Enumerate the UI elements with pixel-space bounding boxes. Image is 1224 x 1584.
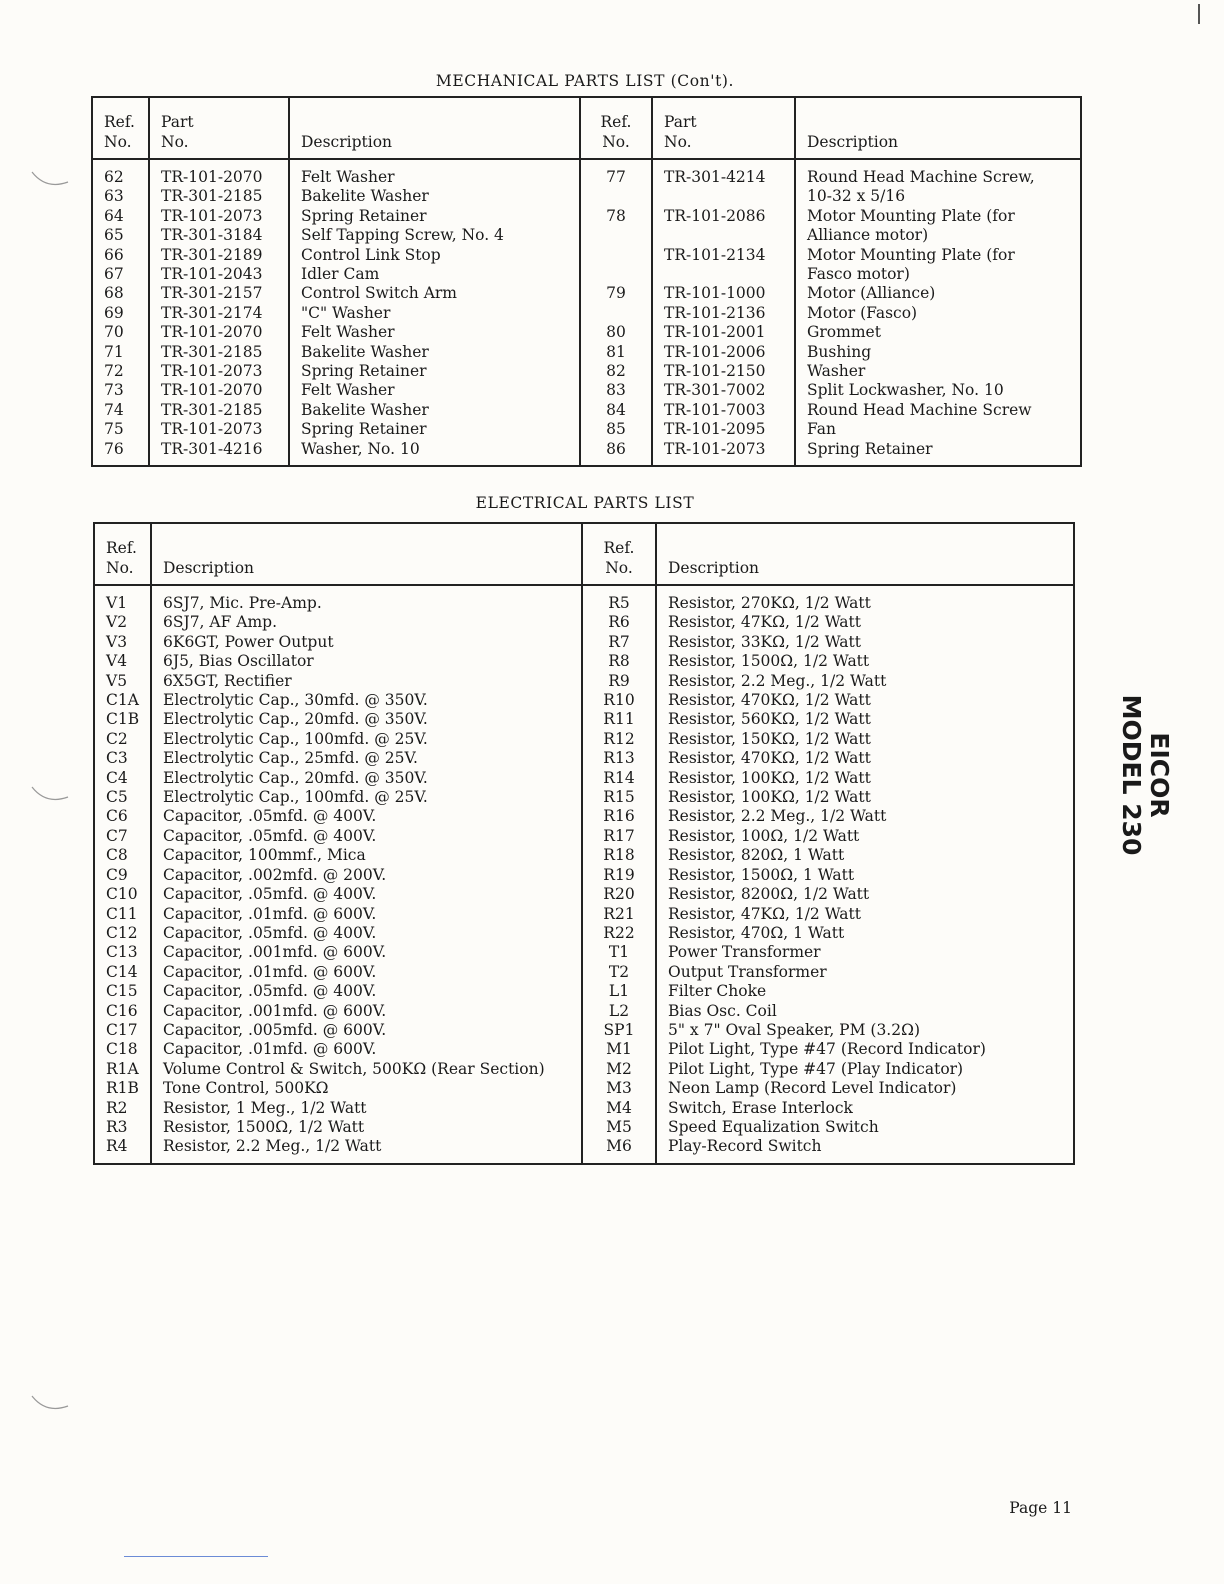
table-row	[94, 1002, 1074, 1021]
ref-no-cell: R10	[582, 691, 656, 710]
table-row	[94, 652, 1074, 671]
ref-no-cell: R1B	[94, 1079, 151, 1098]
description-cell: Capacitor, .002mfd. @ 200V.	[151, 866, 582, 885]
description-cell: 5" x 7" Oval Speaker, PM (3.2Ω)	[656, 1021, 1074, 1040]
ref-no-cell: 64	[92, 207, 149, 226]
table-row	[94, 788, 1074, 807]
header-part-no	[149, 97, 289, 159]
part-no-cell: TR-301-4214	[652, 159, 795, 187]
description-cell: Bakelite Washer	[289, 401, 580, 420]
mechanical-parts-title: MECHANICAL PARTS LIST (Con't).	[435, 72, 735, 90]
table-row	[92, 323, 1081, 342]
part-no-cell: TR-101-2073	[652, 440, 795, 466]
description-cell: Tone Control, 500KΩ	[151, 1079, 582, 1098]
ref-no-cell	[580, 246, 652, 265]
ref-no-cell: V5	[94, 672, 151, 691]
table-row	[92, 362, 1081, 381]
table-row	[94, 769, 1074, 788]
description-cell: Control Switch Arm	[289, 284, 580, 303]
ref-no-cell: C14	[94, 963, 151, 982]
table-row	[94, 1060, 1074, 1079]
electrical-parts-table	[93, 522, 1075, 1165]
part-no-cell	[652, 187, 795, 206]
table-row	[92, 265, 1081, 284]
part-no-cell: TR-301-2174	[149, 304, 289, 323]
description-cell: Resistor, 1500Ω, 1/2 Watt	[656, 652, 1074, 671]
description-cell: Control Link Stop	[289, 246, 580, 265]
ref-no-cell: 77	[580, 159, 652, 187]
ref-no-cell: M4	[582, 1099, 656, 1118]
table-row	[94, 982, 1074, 1001]
description-cell: Washer, No. 10	[289, 440, 580, 466]
table-row	[94, 1079, 1074, 1098]
table-row	[94, 1099, 1074, 1118]
description-cell: Motor Mounting Plate (for	[795, 246, 1081, 265]
header-part-no-2	[652, 97, 795, 159]
ref-no-cell: 74	[92, 401, 149, 420]
description-cell: Electrolytic Cap., 100mfd. @ 25V.	[151, 788, 582, 807]
ref-no-cell	[580, 187, 652, 206]
ref-no-cell: 69	[92, 304, 149, 323]
header-ref-no	[94, 523, 151, 585]
ref-no-cell: 70	[92, 323, 149, 342]
part-no-cell: TR-101-2136	[652, 304, 795, 323]
part-no-cell: TR-101-2006	[652, 343, 795, 362]
description-cell: Play-Record Switch	[656, 1137, 1074, 1163]
ref-no-cell: R7	[582, 633, 656, 652]
mechanical-parts-table	[91, 96, 1082, 467]
ref-no-cell: 80	[580, 323, 652, 342]
description-cell: Self Tapping Screw, No. 4	[289, 226, 580, 245]
ref-no-cell: 68	[92, 284, 149, 303]
ref-no-cell: 75	[92, 420, 149, 439]
ref-no-cell: C4	[94, 769, 151, 788]
ref-no-cell: 66	[92, 246, 149, 265]
description-cell: Bushing	[795, 343, 1081, 362]
description-cell: Resistor, 1500Ω, 1 Watt	[656, 866, 1074, 885]
table-row	[92, 246, 1081, 265]
top-edge-mark	[1198, 4, 1200, 24]
description-cell: Capacitor, .05mfd. @ 400V.	[151, 924, 582, 943]
page-number: Page 11	[1009, 1499, 1072, 1517]
description-cell: Neon Lamp (Record Level Indicator)	[656, 1079, 1074, 1098]
table-row	[94, 730, 1074, 749]
description-cell: Felt Washer	[289, 323, 580, 342]
header-description-label: Description	[163, 558, 255, 577]
side-label	[1105, 690, 1185, 860]
ref-no-cell: R6	[582, 613, 656, 632]
table-row	[92, 420, 1081, 439]
ref-no-cell: 76	[92, 440, 149, 466]
ref-no-cell	[580, 304, 652, 323]
ref-no-cell: M5	[582, 1118, 656, 1137]
ref-no-cell: 63	[92, 187, 149, 206]
table-row	[94, 1021, 1074, 1040]
description-cell: Volume Control & Switch, 500KΩ (Rear Section)	[151, 1060, 582, 1079]
ref-no-cell: M6	[582, 1137, 656, 1163]
ref-no-cell: C10	[94, 885, 151, 904]
part-no-cell: TR-101-7003	[652, 401, 795, 420]
description-cell: 6SJ7, Mic. Pre-Amp.	[151, 585, 582, 613]
part-no-cell: TR-101-2043	[149, 265, 289, 284]
ref-no-cell: C2	[94, 730, 151, 749]
part-no-cell: TR-101-2134	[652, 246, 795, 265]
header-ref-label-2: Ref. No.	[600, 113, 632, 151]
description-cell: Alliance motor)	[795, 226, 1081, 245]
description-cell: Motor (Alliance)	[795, 284, 1081, 303]
ref-no-cell: T1	[582, 943, 656, 962]
ref-no-cell: R21	[582, 905, 656, 924]
part-no-cell: TR-301-2189	[149, 246, 289, 265]
ref-no-cell: 72	[92, 362, 149, 381]
description-cell: Capacitor, .01mfd. @ 600V.	[151, 1040, 582, 1059]
table-row	[94, 963, 1074, 982]
table-row	[92, 401, 1081, 420]
description-cell: Resistor, 100Ω, 1/2 Watt	[656, 827, 1074, 846]
table-row	[94, 691, 1074, 710]
part-no-cell: TR-301-2157	[149, 284, 289, 303]
description-cell: Resistor, 470KΩ, 1/2 Watt	[656, 691, 1074, 710]
ref-no-cell: 81	[580, 343, 652, 362]
description-cell: 6J5, Bias Oscillator	[151, 652, 582, 671]
ref-no-cell: 62	[92, 159, 149, 187]
description-cell: Resistor, 47KΩ, 1/2 Watt	[656, 905, 1074, 924]
table-row	[92, 284, 1081, 303]
description-cell: Resistor, 470Ω, 1 Watt	[656, 924, 1074, 943]
description-cell: Spring Retainer	[289, 420, 580, 439]
table-row	[94, 846, 1074, 865]
electrical-parts-title: ELECTRICAL PARTS LIST	[475, 494, 695, 512]
table-row	[94, 827, 1074, 846]
description-cell: Bakelite Washer	[289, 343, 580, 362]
binder-hole-mark	[30, 170, 70, 190]
description-cell: Split Lockwasher, No. 10	[795, 381, 1081, 400]
description-cell: Resistor, 150KΩ, 1/2 Watt	[656, 730, 1074, 749]
part-no-cell: TR-301-2185	[149, 343, 289, 362]
part-no-cell: TR-101-2001	[652, 323, 795, 342]
part-no-cell: TR-301-4216	[149, 440, 289, 466]
ref-no-cell: R2	[94, 1099, 151, 1118]
description-cell: Electrolytic Cap., 30mfd. @ 350V.	[151, 691, 582, 710]
binder-hole-mark	[30, 1394, 70, 1414]
table-row	[92, 226, 1081, 245]
header-description-label-2: Description	[807, 132, 899, 151]
description-cell: Fasco motor)	[795, 265, 1081, 284]
description-cell: Electrolytic Cap., 25mfd. @ 25V.	[151, 749, 582, 768]
header-ref-no	[92, 97, 149, 159]
part-no-cell: TR-101-1000	[652, 284, 795, 303]
table-row	[94, 585, 1074, 613]
description-cell: Round Head Machine Screw,	[795, 159, 1081, 187]
ref-no-cell: R22	[582, 924, 656, 943]
ref-no-cell: 78	[580, 207, 652, 226]
ref-no-cell: 67	[92, 265, 149, 284]
ref-no-cell: C6	[94, 807, 151, 826]
table-row	[92, 207, 1081, 226]
part-no-cell: TR-101-2095	[652, 420, 795, 439]
header-part-label-2: Part No.	[664, 113, 697, 151]
header-description-2	[795, 97, 1081, 159]
table-row	[94, 807, 1074, 826]
description-cell: Capacitor, .05mfd. @ 400V.	[151, 982, 582, 1001]
description-cell: Resistor, 2.2 Meg., 1/2 Watt	[656, 672, 1074, 691]
ref-no-cell: C11	[94, 905, 151, 924]
ref-no-cell: C16	[94, 1002, 151, 1021]
description-cell: Resistor, 820Ω, 1 Watt	[656, 846, 1074, 865]
ref-no-cell: R13	[582, 749, 656, 768]
description-cell: Idler Cam	[289, 265, 580, 284]
description-cell: Switch, Erase Interlock	[656, 1099, 1074, 1118]
description-cell: 10-32 x 5/16	[795, 187, 1081, 206]
ref-no-cell: R5	[582, 585, 656, 613]
ref-no-cell: C1A	[94, 691, 151, 710]
table-row	[94, 924, 1074, 943]
description-cell: Filter Choke	[656, 982, 1074, 1001]
description-cell: Resistor, 470KΩ, 1/2 Watt	[656, 749, 1074, 768]
ref-no-cell: 86	[580, 440, 652, 466]
description-cell: Electrolytic Cap., 20mfd. @ 350V.	[151, 710, 582, 729]
header-description-label: Description	[301, 132, 393, 151]
ref-no-cell: V1	[94, 585, 151, 613]
description-cell: Resistor, 47KΩ, 1/2 Watt	[656, 613, 1074, 632]
table-row	[92, 187, 1081, 206]
description-cell: Motor Mounting Plate (for	[795, 207, 1081, 226]
description-cell: Output Transformer	[656, 963, 1074, 982]
description-cell: Capacitor, .05mfd. @ 400V.	[151, 827, 582, 846]
description-cell: Spring Retainer	[289, 207, 580, 226]
part-no-cell: TR-101-2073	[149, 420, 289, 439]
ref-no-cell: M3	[582, 1079, 656, 1098]
part-no-cell: TR-301-3184	[149, 226, 289, 245]
description-cell: "C" Washer	[289, 304, 580, 323]
table-row	[94, 885, 1074, 904]
header-ref-no-2	[580, 97, 652, 159]
ref-no-cell: C5	[94, 788, 151, 807]
ref-no-cell: R19	[582, 866, 656, 885]
description-cell: Resistor, 100KΩ, 1/2 Watt	[656, 769, 1074, 788]
part-no-cell: TR-101-2150	[652, 362, 795, 381]
description-cell: Resistor, 560KΩ, 1/2 Watt	[656, 710, 1074, 729]
table-row	[94, 1040, 1074, 1059]
table-row	[94, 613, 1074, 632]
header-description	[151, 523, 582, 585]
description-cell: Power Transformer	[656, 943, 1074, 962]
ref-no-cell: M1	[582, 1040, 656, 1059]
header-ref-label: Ref. No.	[104, 113, 135, 151]
ref-no-cell: V2	[94, 613, 151, 632]
ref-no-cell: 84	[580, 401, 652, 420]
ref-no-cell: T2	[582, 963, 656, 982]
binder-hole-mark	[30, 785, 70, 805]
part-no-cell: TR-101-2070	[149, 381, 289, 400]
ref-no-cell: C12	[94, 924, 151, 943]
header-ref-label: Ref. No.	[106, 539, 137, 577]
part-no-cell: TR-101-2086	[652, 207, 795, 226]
ref-no-cell: C13	[94, 943, 151, 962]
ref-no-cell: C18	[94, 1040, 151, 1059]
part-no-cell: TR-101-2073	[149, 207, 289, 226]
table-row	[92, 159, 1081, 187]
ref-no-cell: R1A	[94, 1060, 151, 1079]
header-ref-label-2: Ref. No.	[603, 539, 635, 577]
part-no-cell: TR-301-7002	[652, 381, 795, 400]
description-cell: Capacitor, .01mfd. @ 600V.	[151, 963, 582, 982]
description-cell: 6X5GT, Rectifier	[151, 672, 582, 691]
part-no-cell: TR-101-2070	[149, 323, 289, 342]
description-cell: Resistor, 8200Ω, 1/2 Watt	[656, 885, 1074, 904]
table-row	[92, 304, 1081, 323]
ref-no-cell	[580, 226, 652, 245]
header-part-label: Part No.	[161, 113, 194, 151]
description-cell: Capacitor, .005mfd. @ 600V.	[151, 1021, 582, 1040]
description-cell: Motor (Fasco)	[795, 304, 1081, 323]
ref-no-cell: C1B	[94, 710, 151, 729]
table-row	[94, 710, 1074, 729]
description-cell: Capacitor, .001mfd. @ 600V.	[151, 1002, 582, 1021]
ref-no-cell: 71	[92, 343, 149, 362]
table-row	[94, 943, 1074, 962]
ref-no-cell: R18	[582, 846, 656, 865]
ref-no-cell: R17	[582, 827, 656, 846]
part-no-cell: TR-101-2073	[149, 362, 289, 381]
description-cell: Felt Washer	[289, 159, 580, 187]
ref-no-cell: R14	[582, 769, 656, 788]
description-cell: Resistor, 1 Meg., 1/2 Watt	[151, 1099, 582, 1118]
description-cell: Bakelite Washer	[289, 187, 580, 206]
description-cell: Resistor, 100KΩ, 1/2 Watt	[656, 788, 1074, 807]
part-no-cell: TR-301-2185	[149, 187, 289, 206]
description-cell: Electrolytic Cap., 100mfd. @ 25V.	[151, 730, 582, 749]
description-cell: Capacitor, .001mfd. @ 600V.	[151, 943, 582, 962]
ref-no-cell: R16	[582, 807, 656, 826]
description-cell: Pilot Light, Type #47 (Record Indicator)	[656, 1040, 1074, 1059]
ref-no-cell: L1	[582, 982, 656, 1001]
description-cell: Spring Retainer	[289, 362, 580, 381]
ref-no-cell: R4	[94, 1137, 151, 1163]
ref-no-cell: 83	[580, 381, 652, 400]
part-no-cell: TR-101-2070	[149, 159, 289, 187]
description-cell: 6SJ7, AF Amp.	[151, 613, 582, 632]
description-cell: Resistor, 1500Ω, 1/2 Watt	[151, 1118, 582, 1137]
table-row	[92, 440, 1081, 466]
ref-no-cell: R3	[94, 1118, 151, 1137]
table-row	[94, 1137, 1074, 1163]
ref-no-cell: L2	[582, 1002, 656, 1021]
description-cell: Capacitor, .05mfd. @ 400V.	[151, 807, 582, 826]
ref-no-cell: SP1	[582, 1021, 656, 1040]
part-no-cell	[652, 226, 795, 245]
description-cell: Capacitor, .01mfd. @ 600V.	[151, 905, 582, 924]
ref-no-cell: R12	[582, 730, 656, 749]
description-cell: Resistor, 270KΩ, 1/2 Watt	[656, 585, 1074, 613]
edge-line	[124, 1556, 268, 1557]
description-cell: Fan	[795, 420, 1081, 439]
table-row	[92, 343, 1081, 362]
ref-no-cell: 85	[580, 420, 652, 439]
description-cell: Grommet	[795, 323, 1081, 342]
header-description-2	[656, 523, 1074, 585]
description-cell: Resistor, 33KΩ, 1/2 Watt	[656, 633, 1074, 652]
ref-no-cell: C3	[94, 749, 151, 768]
ref-no-cell: R15	[582, 788, 656, 807]
ref-no-cell: C15	[94, 982, 151, 1001]
header-ref-no-2	[582, 523, 656, 585]
ref-no-cell: 73	[92, 381, 149, 400]
ref-no-cell: C7	[94, 827, 151, 846]
table-row	[92, 381, 1081, 400]
ref-no-cell: C8	[94, 846, 151, 865]
table-row	[94, 633, 1074, 652]
table-row	[94, 905, 1074, 924]
description-cell: Round Head Machine Screw	[795, 401, 1081, 420]
description-cell: 6K6GT, Power Output	[151, 633, 582, 652]
description-cell: Electrolytic Cap., 20mfd. @ 350V.	[151, 769, 582, 788]
header-description-label-2: Description	[668, 558, 760, 577]
brand-name: EICOR	[1145, 732, 1174, 818]
part-no-cell: TR-301-2185	[149, 401, 289, 420]
ref-no-cell: V3	[94, 633, 151, 652]
ref-no-cell: 79	[580, 284, 652, 303]
ref-no-cell: R8	[582, 652, 656, 671]
description-cell: Felt Washer	[289, 381, 580, 400]
description-cell: Capacitor, 100mmf., Mica	[151, 846, 582, 865]
ref-no-cell: V4	[94, 652, 151, 671]
description-cell: Speed Equalization Switch	[656, 1118, 1074, 1137]
ref-no-cell: 82	[580, 362, 652, 381]
ref-no-cell: R9	[582, 672, 656, 691]
description-cell: Capacitor, .05mfd. @ 400V.	[151, 885, 582, 904]
part-no-cell	[652, 265, 795, 284]
header-description	[289, 97, 580, 159]
table-row	[94, 749, 1074, 768]
ref-no-cell: C9	[94, 866, 151, 885]
description-cell: Resistor, 2.2 Meg., 1/2 Watt	[151, 1137, 582, 1163]
ref-no-cell: M2	[582, 1060, 656, 1079]
model-name: MODEL 230	[1117, 694, 1146, 856]
table-row	[94, 866, 1074, 885]
ref-no-cell: R20	[582, 885, 656, 904]
description-cell: Pilot Light, Type #47 (Play Indicator)	[656, 1060, 1074, 1079]
description-cell: Resistor, 2.2 Meg., 1/2 Watt	[656, 807, 1074, 826]
description-cell: Washer	[795, 362, 1081, 381]
table-row	[94, 1118, 1074, 1137]
ref-no-cell: C17	[94, 1021, 151, 1040]
description-cell: Bias Osc. Coil	[656, 1002, 1074, 1021]
description-cell: Spring Retainer	[795, 440, 1081, 466]
ref-no-cell: 65	[92, 226, 149, 245]
ref-no-cell: R11	[582, 710, 656, 729]
ref-no-cell	[580, 265, 652, 284]
table-row	[94, 672, 1074, 691]
